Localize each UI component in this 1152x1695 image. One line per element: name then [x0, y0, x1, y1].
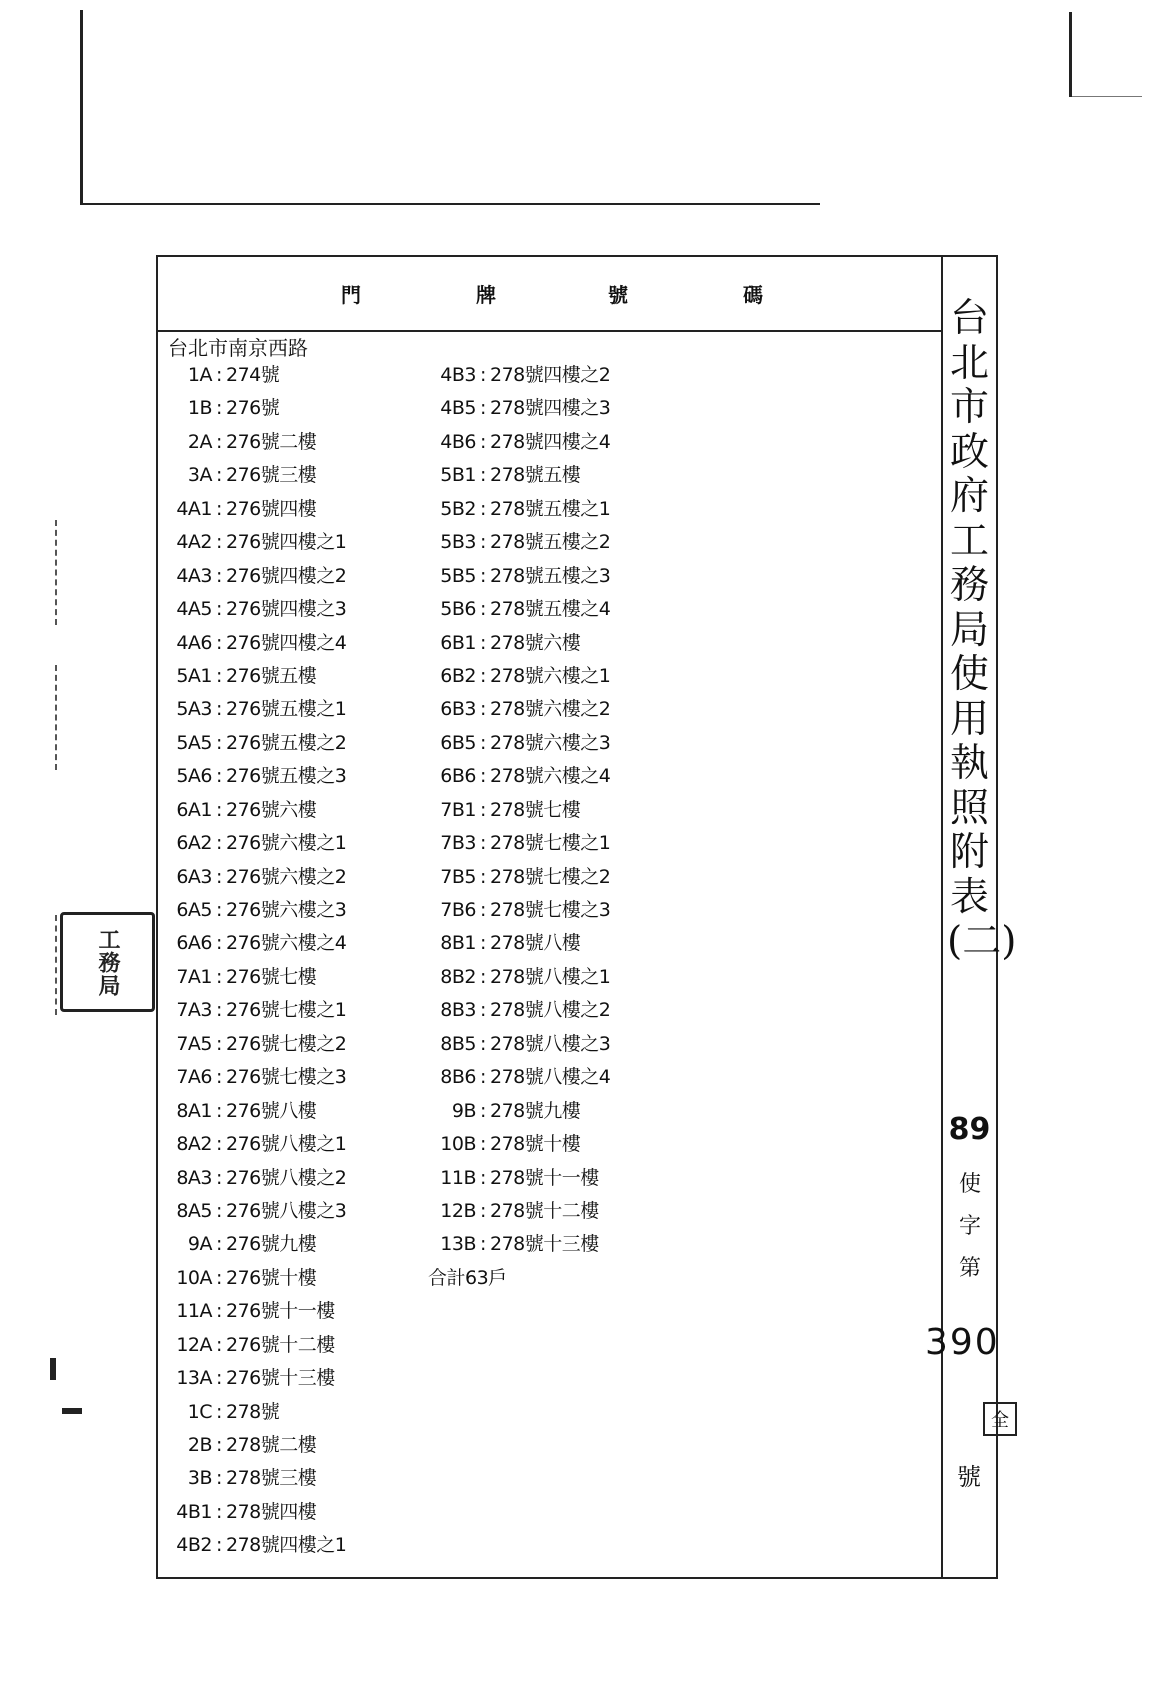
unit-code: 12A [176, 1333, 212, 1356]
address-row [164, 827, 346, 860]
street-name: 台北市南京西路 [168, 336, 308, 360]
binding-mark [50, 1358, 56, 1380]
separator: : [480, 1199, 486, 1222]
unit-address: 276號四樓之3 [226, 598, 347, 621]
address-row [164, 1095, 346, 1128]
address-row [428, 1028, 610, 1061]
address-row [428, 760, 610, 793]
address-row [428, 894, 610, 927]
unit-code: 5B1 [440, 464, 476, 487]
unit-address: 276號十樓 [226, 1266, 317, 1289]
unit-code: 6B2 [440, 664, 476, 687]
unit-code: 3A [187, 464, 212, 487]
unit-address: 278號六樓之3 [490, 731, 611, 754]
stamp-mark: 全 [983, 1402, 1017, 1436]
table-main-area [158, 257, 943, 1577]
unit-address: 276號十二樓 [226, 1333, 335, 1356]
unit-address: 278號六樓之1 [490, 664, 611, 687]
unit-address: 278號八樓 [490, 932, 581, 955]
unit-address: 276號八樓之2 [226, 1166, 347, 1189]
unit-code: 1C [187, 1400, 212, 1423]
unit-address: 278號八樓之4 [490, 1066, 611, 1089]
separator: : [216, 1032, 222, 1055]
address-row [164, 861, 346, 894]
binding-mark [55, 915, 57, 1015]
address-row [428, 1195, 610, 1228]
license-char: 字 [958, 1214, 981, 1239]
address-row [428, 1228, 610, 1261]
separator: : [480, 1166, 486, 1189]
unit-address: 276號四樓之4 [226, 631, 347, 654]
separator: : [480, 932, 486, 955]
unit-code: 4B5 [440, 397, 476, 420]
unit-code: 7A1 [176, 965, 212, 988]
unit-address: 278號三樓 [226, 1467, 317, 1490]
unit-address: 278號五樓之3 [490, 564, 611, 587]
separator: : [480, 731, 486, 754]
separator: : [216, 631, 222, 654]
address-row [164, 760, 346, 793]
separator: : [216, 698, 222, 721]
separator: : [216, 1133, 222, 1156]
unit-code: 5B5 [440, 564, 476, 587]
address-row [164, 961, 346, 994]
separator: : [480, 664, 486, 687]
unit-code: 7B6 [440, 899, 476, 921]
unit-code: 5A6 [176, 765, 212, 788]
document-title: 台北市政府工務局使用執照附表(二) [947, 296, 1017, 964]
unit-address: 278號十樓 [490, 1133, 581, 1156]
unit-code: 5B6 [440, 598, 476, 621]
separator: : [216, 832, 222, 855]
unit-address: 278號五樓之2 [490, 531, 611, 554]
separator: : [216, 1500, 222, 1523]
address-row [428, 927, 610, 960]
unit-code: 12B [440, 1199, 476, 1222]
separator: : [216, 932, 222, 955]
unit-address: 276號六樓之2 [226, 865, 347, 888]
unit-code: 8A3 [176, 1166, 212, 1189]
unit-code: 5B3 [440, 531, 476, 554]
address-row [164, 459, 346, 492]
unit-address: 276號 [226, 397, 280, 420]
unit-code: 9A [187, 1233, 212, 1256]
unit-code: 13A [176, 1367, 212, 1390]
unit-code: 7B1 [440, 798, 476, 821]
address-row [164, 392, 346, 425]
unit-code: 8B5 [440, 1032, 476, 1055]
separator: : [480, 765, 486, 788]
scan-frame-line [80, 203, 820, 205]
unit-address: 278號六樓之2 [490, 698, 611, 721]
unit-address: 276號六樓之1 [226, 832, 347, 855]
address-column-right [428, 359, 610, 1295]
separator: : [216, 1400, 222, 1423]
unit-address: 278號四樓之4 [490, 430, 611, 453]
unit-code: 4A6 [176, 631, 212, 654]
unit-code: 5B2 [440, 497, 476, 520]
unit-address: 278號十一樓 [490, 1166, 599, 1189]
unit-address: 278號六樓 [490, 631, 581, 654]
separator: : [216, 1199, 222, 1222]
binding-mark [62, 1408, 82, 1414]
unit-address: 278號七樓 [490, 798, 581, 821]
unit-address: 278號七樓之1 [490, 832, 611, 855]
unit-code: 6A1 [176, 798, 212, 821]
unit-address: 278號十二樓 [490, 1199, 599, 1222]
unit-code: 10A [176, 1266, 212, 1289]
header-char: 碼 [743, 283, 763, 307]
unit-code: 5A3 [176, 698, 212, 721]
scan-frame-line [1072, 96, 1142, 97]
header-char: 門 [341, 283, 361, 307]
address-row [164, 493, 346, 526]
unit-code: 3B [187, 1467, 212, 1490]
unit-code: 6A3 [176, 865, 212, 888]
unit-address: 276號七樓 [226, 965, 317, 988]
address-row [164, 693, 346, 726]
address-row [428, 359, 610, 392]
separator: : [480, 364, 486, 386]
address-row [428, 459, 610, 492]
address-row [164, 1262, 346, 1295]
unit-code: 4A2 [176, 531, 212, 554]
address-row [164, 1496, 346, 1529]
unit-address: 278號七樓之2 [490, 865, 611, 888]
address-row [164, 1429, 346, 1462]
unit-address: 276號六樓之3 [226, 899, 347, 921]
address-row [428, 426, 610, 459]
unit-code: 9B [451, 1099, 476, 1122]
address-row [164, 1128, 346, 1161]
separator: : [480, 899, 486, 921]
separator: : [216, 1467, 222, 1490]
unit-address: 276號六樓之4 [226, 932, 347, 955]
address-row [164, 1162, 346, 1195]
unit-code: 4B3 [440, 364, 476, 386]
address-row [164, 426, 346, 459]
separator: : [480, 965, 486, 988]
address-row [428, 593, 610, 626]
unit-address: 278號五樓之4 [490, 598, 611, 621]
total-units: 合計63戶 [428, 1266, 507, 1289]
address-row [164, 526, 346, 559]
address-row [428, 526, 610, 559]
separator: : [216, 1367, 222, 1390]
separator: : [216, 397, 222, 420]
license-year: 89 [948, 1112, 991, 1147]
address-row [164, 1061, 346, 1094]
license-serial: 390 [925, 1322, 1000, 1363]
separator: : [216, 1434, 222, 1456]
side-title-column [925, 257, 1017, 1577]
unit-code: 6A2 [176, 832, 212, 855]
unit-address: 278號二樓 [226, 1434, 317, 1456]
official-seal: 工務局 [60, 912, 155, 1012]
separator: : [216, 765, 222, 788]
binding-mark [55, 665, 57, 770]
unit-code: 8B1 [440, 932, 476, 955]
separator: : [480, 531, 486, 554]
separator: : [480, 598, 486, 621]
unit-code: 8B3 [440, 999, 476, 1022]
unit-code: 11B [440, 1166, 476, 1189]
unit-code: 7A3 [176, 999, 212, 1022]
unit-code: 8B2 [440, 965, 476, 988]
license-char: 使 [958, 1172, 981, 1197]
header-char: 牌 [476, 283, 496, 307]
unit-code: 7A5 [176, 1032, 212, 1055]
separator: : [480, 1099, 486, 1122]
header-char: 號 [608, 283, 628, 307]
unit-code: 2A [187, 430, 212, 453]
separator: : [216, 1066, 222, 1089]
unit-code: 7B3 [440, 832, 476, 855]
separator: : [480, 1032, 486, 1055]
unit-address: 278號 [226, 1400, 280, 1423]
unit-address: 276號八樓之1 [226, 1133, 347, 1156]
unit-address: 276號八樓之3 [226, 1199, 347, 1222]
separator: : [216, 1166, 222, 1189]
unit-address: 278號四樓之2 [490, 364, 611, 386]
table-header [158, 257, 941, 332]
unit-code: 6A6 [176, 932, 212, 955]
unit-address: 276號五樓 [226, 664, 317, 687]
separator: : [216, 899, 222, 921]
address-row [428, 392, 610, 425]
separator: : [216, 430, 222, 453]
unit-address: 278號四樓之1 [226, 1534, 347, 1557]
address-row [164, 1028, 346, 1061]
unit-code: 4A5 [176, 598, 212, 621]
unit-address: 276號十一樓 [226, 1300, 335, 1323]
address-row [428, 493, 610, 526]
separator: : [216, 1300, 222, 1323]
address-row [164, 1529, 346, 1562]
address-table [156, 255, 1017, 1579]
license-suffix: 號 [957, 1463, 981, 1491]
unit-address: 278號七樓之3 [490, 899, 611, 921]
address-row [428, 827, 610, 860]
binding-mark [55, 520, 57, 625]
separator: : [216, 497, 222, 520]
address-row [164, 1228, 346, 1261]
unit-code: 1A [187, 364, 212, 386]
separator: : [480, 631, 486, 654]
unit-code: 5A1 [176, 664, 212, 687]
scan-frame-line [1069, 12, 1072, 97]
separator: : [216, 965, 222, 988]
unit-code: 13B [440, 1233, 476, 1256]
unit-code: 4B1 [176, 1500, 212, 1523]
unit-code: 8A2 [176, 1133, 212, 1156]
separator: : [216, 1534, 222, 1557]
license-char: 第 [958, 1256, 981, 1281]
unit-code: 8A5 [176, 1199, 212, 1222]
unit-address: 278號八樓之3 [490, 1032, 611, 1055]
separator: : [480, 1233, 486, 1256]
separator: : [216, 364, 222, 386]
unit-address: 276號五樓之1 [226, 698, 347, 721]
separator: : [216, 1333, 222, 1356]
address-row [164, 1396, 346, 1429]
unit-address: 276號二樓 [226, 430, 317, 453]
address-row [164, 359, 346, 392]
unit-address: 278號五樓之1 [490, 497, 611, 520]
unit-code: 6A5 [176, 899, 212, 921]
unit-address: 276號七樓之3 [226, 1066, 347, 1089]
address-row [428, 861, 610, 894]
unit-code: 8B6 [440, 1066, 476, 1089]
unit-address: 276號三樓 [226, 464, 317, 487]
separator: : [480, 698, 486, 721]
unit-address: 278號六樓之4 [490, 765, 611, 788]
separator: : [216, 1266, 222, 1289]
address-row [428, 627, 610, 660]
unit-address: 276號六樓 [226, 798, 317, 821]
unit-code: 6B5 [440, 731, 476, 754]
separator: : [216, 999, 222, 1022]
unit-code: 6B1 [440, 631, 476, 654]
unit-code: 4A3 [176, 564, 212, 587]
unit-address: 278號八樓之2 [490, 999, 611, 1022]
unit-address: 276號四樓 [226, 497, 317, 520]
separator: : [216, 598, 222, 621]
unit-address: 276號七樓之1 [226, 999, 347, 1022]
separator: : [480, 999, 486, 1022]
separator: : [480, 1066, 486, 1089]
address-row [164, 593, 346, 626]
separator: : [216, 1233, 222, 1256]
unit-address: 276號九樓 [226, 1233, 317, 1256]
unit-code: 11A [176, 1300, 212, 1323]
separator: : [216, 664, 222, 687]
address-row [164, 994, 346, 1027]
separator: : [480, 1133, 486, 1156]
separator: : [216, 798, 222, 821]
unit-address: 278號十三樓 [490, 1233, 599, 1256]
unit-address: 278號四樓 [226, 1500, 317, 1523]
address-column-left [164, 359, 346, 1563]
unit-code: 6B6 [440, 765, 476, 788]
address-row [164, 660, 346, 693]
separator: : [480, 497, 486, 520]
separator: : [216, 564, 222, 587]
unit-code: 2B [187, 1434, 212, 1456]
separator: : [216, 531, 222, 554]
address-row [428, 961, 610, 994]
separator: : [480, 798, 486, 821]
unit-code: 7B5 [440, 865, 476, 888]
unit-address: 274號 [226, 364, 280, 386]
separator: : [216, 464, 222, 487]
unit-address: 276號五樓之3 [226, 765, 347, 788]
address-row [164, 894, 346, 927]
unit-address: 276號八樓 [226, 1099, 317, 1122]
unit-address: 276號七樓之2 [226, 1032, 347, 1055]
separator: : [216, 1099, 222, 1122]
separator: : [216, 865, 222, 888]
unit-code: 6B3 [440, 698, 476, 721]
address-row [428, 1128, 610, 1161]
unit-code: 8A1 [176, 1099, 212, 1122]
unit-code: 1B [187, 397, 212, 420]
unit-address: 276號五樓之2 [226, 731, 347, 754]
address-row [428, 1162, 610, 1195]
unit-code: 7A6 [176, 1066, 212, 1089]
address-row [164, 1329, 346, 1362]
unit-code: 5A5 [176, 731, 212, 754]
address-row [164, 1462, 346, 1495]
unit-code: 10B [440, 1133, 476, 1156]
unit-address: 278號四樓之3 [490, 397, 611, 420]
separator: : [480, 564, 486, 587]
separator: : [480, 397, 486, 420]
address-row [164, 1195, 346, 1228]
address-row [428, 693, 610, 726]
scan-frame-line [80, 10, 83, 205]
unit-address: 276號四樓之1 [226, 531, 347, 554]
unit-address: 278號九樓 [490, 1099, 581, 1122]
separator: : [216, 731, 222, 754]
address-row [428, 1061, 610, 1094]
address-row [164, 1362, 346, 1395]
address-row [428, 1095, 610, 1128]
address-row [164, 927, 346, 960]
address-row [428, 994, 610, 1027]
unit-code: 4B6 [440, 430, 476, 453]
address-row [164, 1295, 346, 1328]
address-row [164, 794, 346, 827]
unit-address: 276號十三樓 [226, 1367, 335, 1390]
separator: : [480, 430, 486, 453]
address-row [428, 660, 610, 693]
separator: : [480, 464, 486, 487]
separator: : [480, 865, 486, 888]
separator: : [480, 832, 486, 855]
unit-address: 278號八樓之1 [490, 965, 611, 988]
unit-address: 276號四樓之2 [226, 564, 347, 587]
unit-code: 4A1 [176, 497, 212, 520]
address-row [164, 727, 346, 760]
unit-code: 4B2 [176, 1534, 212, 1557]
address-row [164, 560, 346, 593]
address-row [428, 560, 610, 593]
address-row [428, 727, 610, 760]
address-row [164, 627, 346, 660]
address-row [428, 794, 610, 827]
unit-address: 278號五樓 [490, 464, 581, 487]
